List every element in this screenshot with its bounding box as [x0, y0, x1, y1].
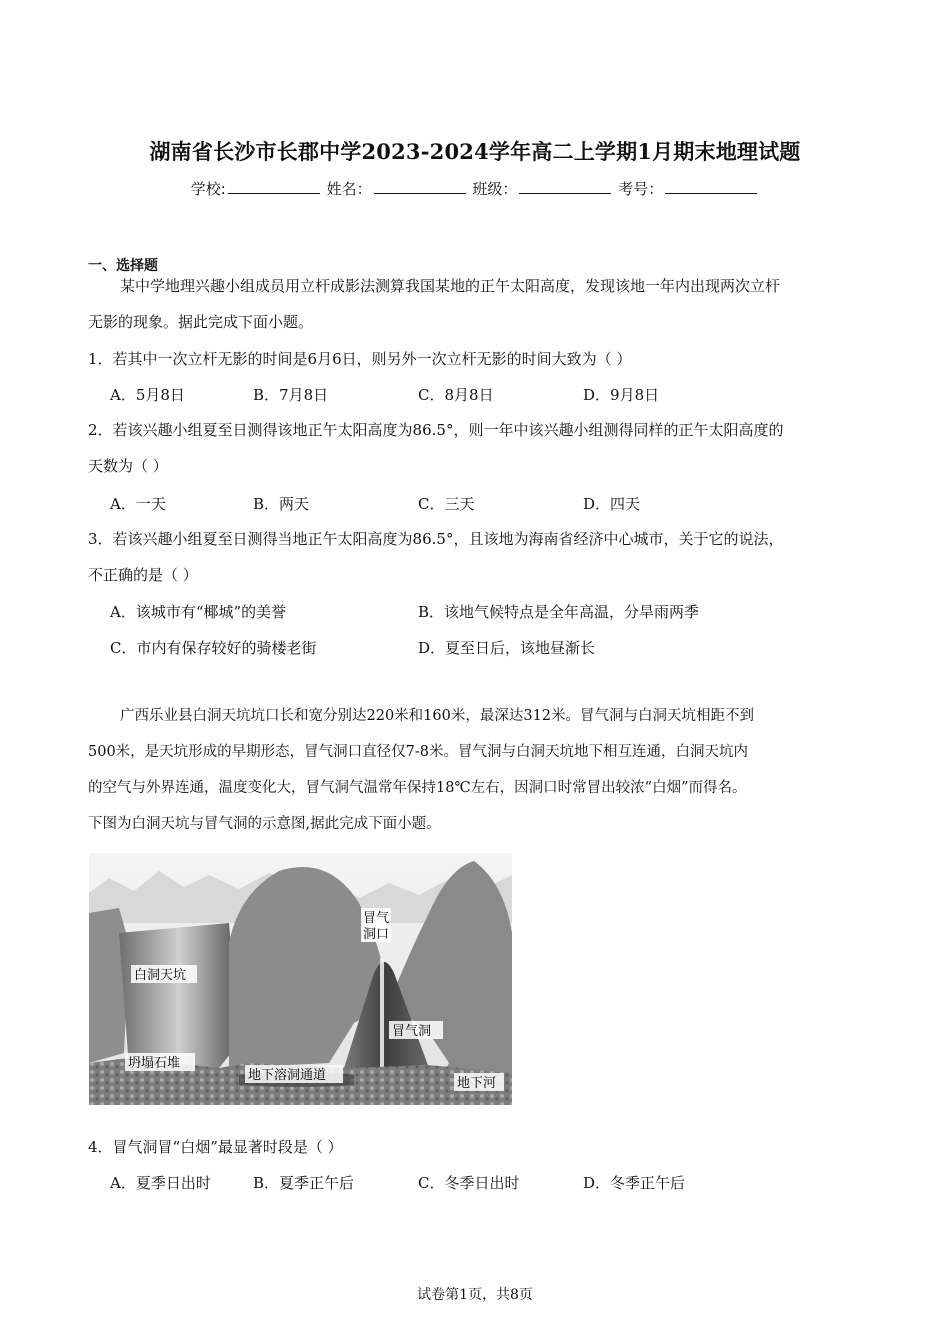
group1-intro-line2: 无影的现象。据此完成下面小题。: [88, 313, 314, 331]
school-label: 学校:: [190, 180, 226, 198]
question-4-option-b[interactable]: B．夏季正午后: [253, 1174, 355, 1192]
question-1-stem: 1．若其中一次立杆无影的时间是6月6日，则另外一次立杆无影的时间大致为（ ）: [88, 350, 632, 368]
group2-intro-line3: 的空气与外界连通，温度变化大，冒气洞气温常年保持18℃左右，因洞口时常冒出较浓“白烟”而得名。: [88, 780, 747, 796]
group1-intro-line1: 某中学地理兴趣小组成员用立杆成影法测算我国某地的正午太阳高度，发现该地一年内出现两次立杆: [120, 277, 781, 295]
question-2-option-b[interactable]: B．两天: [253, 495, 310, 513]
exam-no-blank: [665, 181, 757, 194]
exam-title: 湖南省长沙市长郡中学2023-2024学年高二上学期1月期末地理试题: [149, 139, 801, 164]
question-2-stem-line1: 2．若该兴趣小组夏至日测得该地正午太阳高度为86.5°，则一年中该兴趣小组测得同样的正午太阳高度的: [88, 421, 784, 439]
question-2-stem-line2: 天数为（ ）: [88, 457, 168, 475]
question-3-stem: [88, 521, 858, 593]
page-footer: 试卷第1页，共8页: [417, 1287, 533, 1303]
tiankeng-cave-diagram: [89, 853, 512, 1105]
group2-intro-line4: 下图为白洞天坑与冒气洞的示意图,据此完成下面小题。: [88, 816, 441, 832]
question-3-option-a[interactable]: A．该城市有“椰城”的美誉: [110, 603, 287, 621]
question-3-stem-line1: 3．若该兴趣小组夏至日测得当地正午太阳高度为86.5°，且该地为海南省经济中心城市，关于它的说法，: [88, 530, 784, 548]
question-2-stem: [88, 412, 858, 484]
label-vent-line2: 洞口: [363, 927, 390, 942]
question-4-option-a[interactable]: A．夏季日出时: [110, 1174, 211, 1192]
class-label: 班级：: [472, 180, 518, 198]
question-3-option-d[interactable]: D．夏至日后，该地昼渐长: [418, 639, 596, 657]
question-2-option-a[interactable]: A．一天: [110, 495, 166, 513]
group2-intro: [88, 698, 858, 842]
tiankeng-wall: [119, 923, 239, 1068]
group2-intro-line2: 500米，是天坑形成的早期形态，冒气洞口直径仅7-8米。冒气洞与白洞天坑地下相互连通，白洞天坑内: [88, 744, 749, 760]
name-label: 姓名：: [326, 180, 372, 198]
question-1-option-b[interactable]: B．7月8日: [253, 386, 329, 404]
question-2-option-d[interactable]: D．四天: [583, 495, 641, 513]
label-vent-line1: 冒气: [363, 911, 390, 926]
name-blank: [374, 181, 466, 194]
question-3-stem-line2: 不正确的是（ ）: [88, 566, 198, 584]
label-tiankeng: 白洞天坑: [134, 968, 187, 983]
label-river: 地下河: [457, 1076, 497, 1091]
question-1-option-d[interactable]: D．9月8日: [583, 386, 660, 404]
question-4-stem: 4．冒气洞冒“白烟”最显著时段是（ ）: [88, 1138, 343, 1156]
label-collapse: 坍塌石堆: [128, 1056, 181, 1071]
steam-column: [380, 958, 384, 1073]
question-1-option-a[interactable]: A．5月8日: [110, 386, 185, 404]
group2-intro-line1: 广西乐业县白洞天坑坑口长和宽分别达220米和160米，最深达312米。冒气洞与白洞天坑相距不到: [120, 708, 755, 724]
student-info-line: [0, 178, 950, 199]
school-blank: [228, 181, 320, 194]
question-3-option-b[interactable]: B．该地气候特点是全年高温，分旱雨两季: [418, 603, 700, 621]
question-4-option-d[interactable]: D．冬季正午后: [583, 1174, 686, 1192]
class-blank: [519, 181, 611, 194]
label-cave: 冒气洞: [392, 1024, 432, 1039]
question-4-option-c[interactable]: C．冬季日出时: [418, 1174, 520, 1192]
exam-no-label: 考号：: [618, 180, 664, 198]
section-title: 一、选择题: [88, 258, 158, 274]
question-3-option-c[interactable]: C．市内有保存较好的骑楼老街: [110, 639, 317, 657]
question-1-option-c[interactable]: C．8月8日: [418, 386, 494, 404]
question-2-option-c[interactable]: C．三天: [418, 495, 475, 513]
label-channel: 地下溶洞通道: [248, 1068, 327, 1083]
group1-intro: [88, 268, 858, 340]
